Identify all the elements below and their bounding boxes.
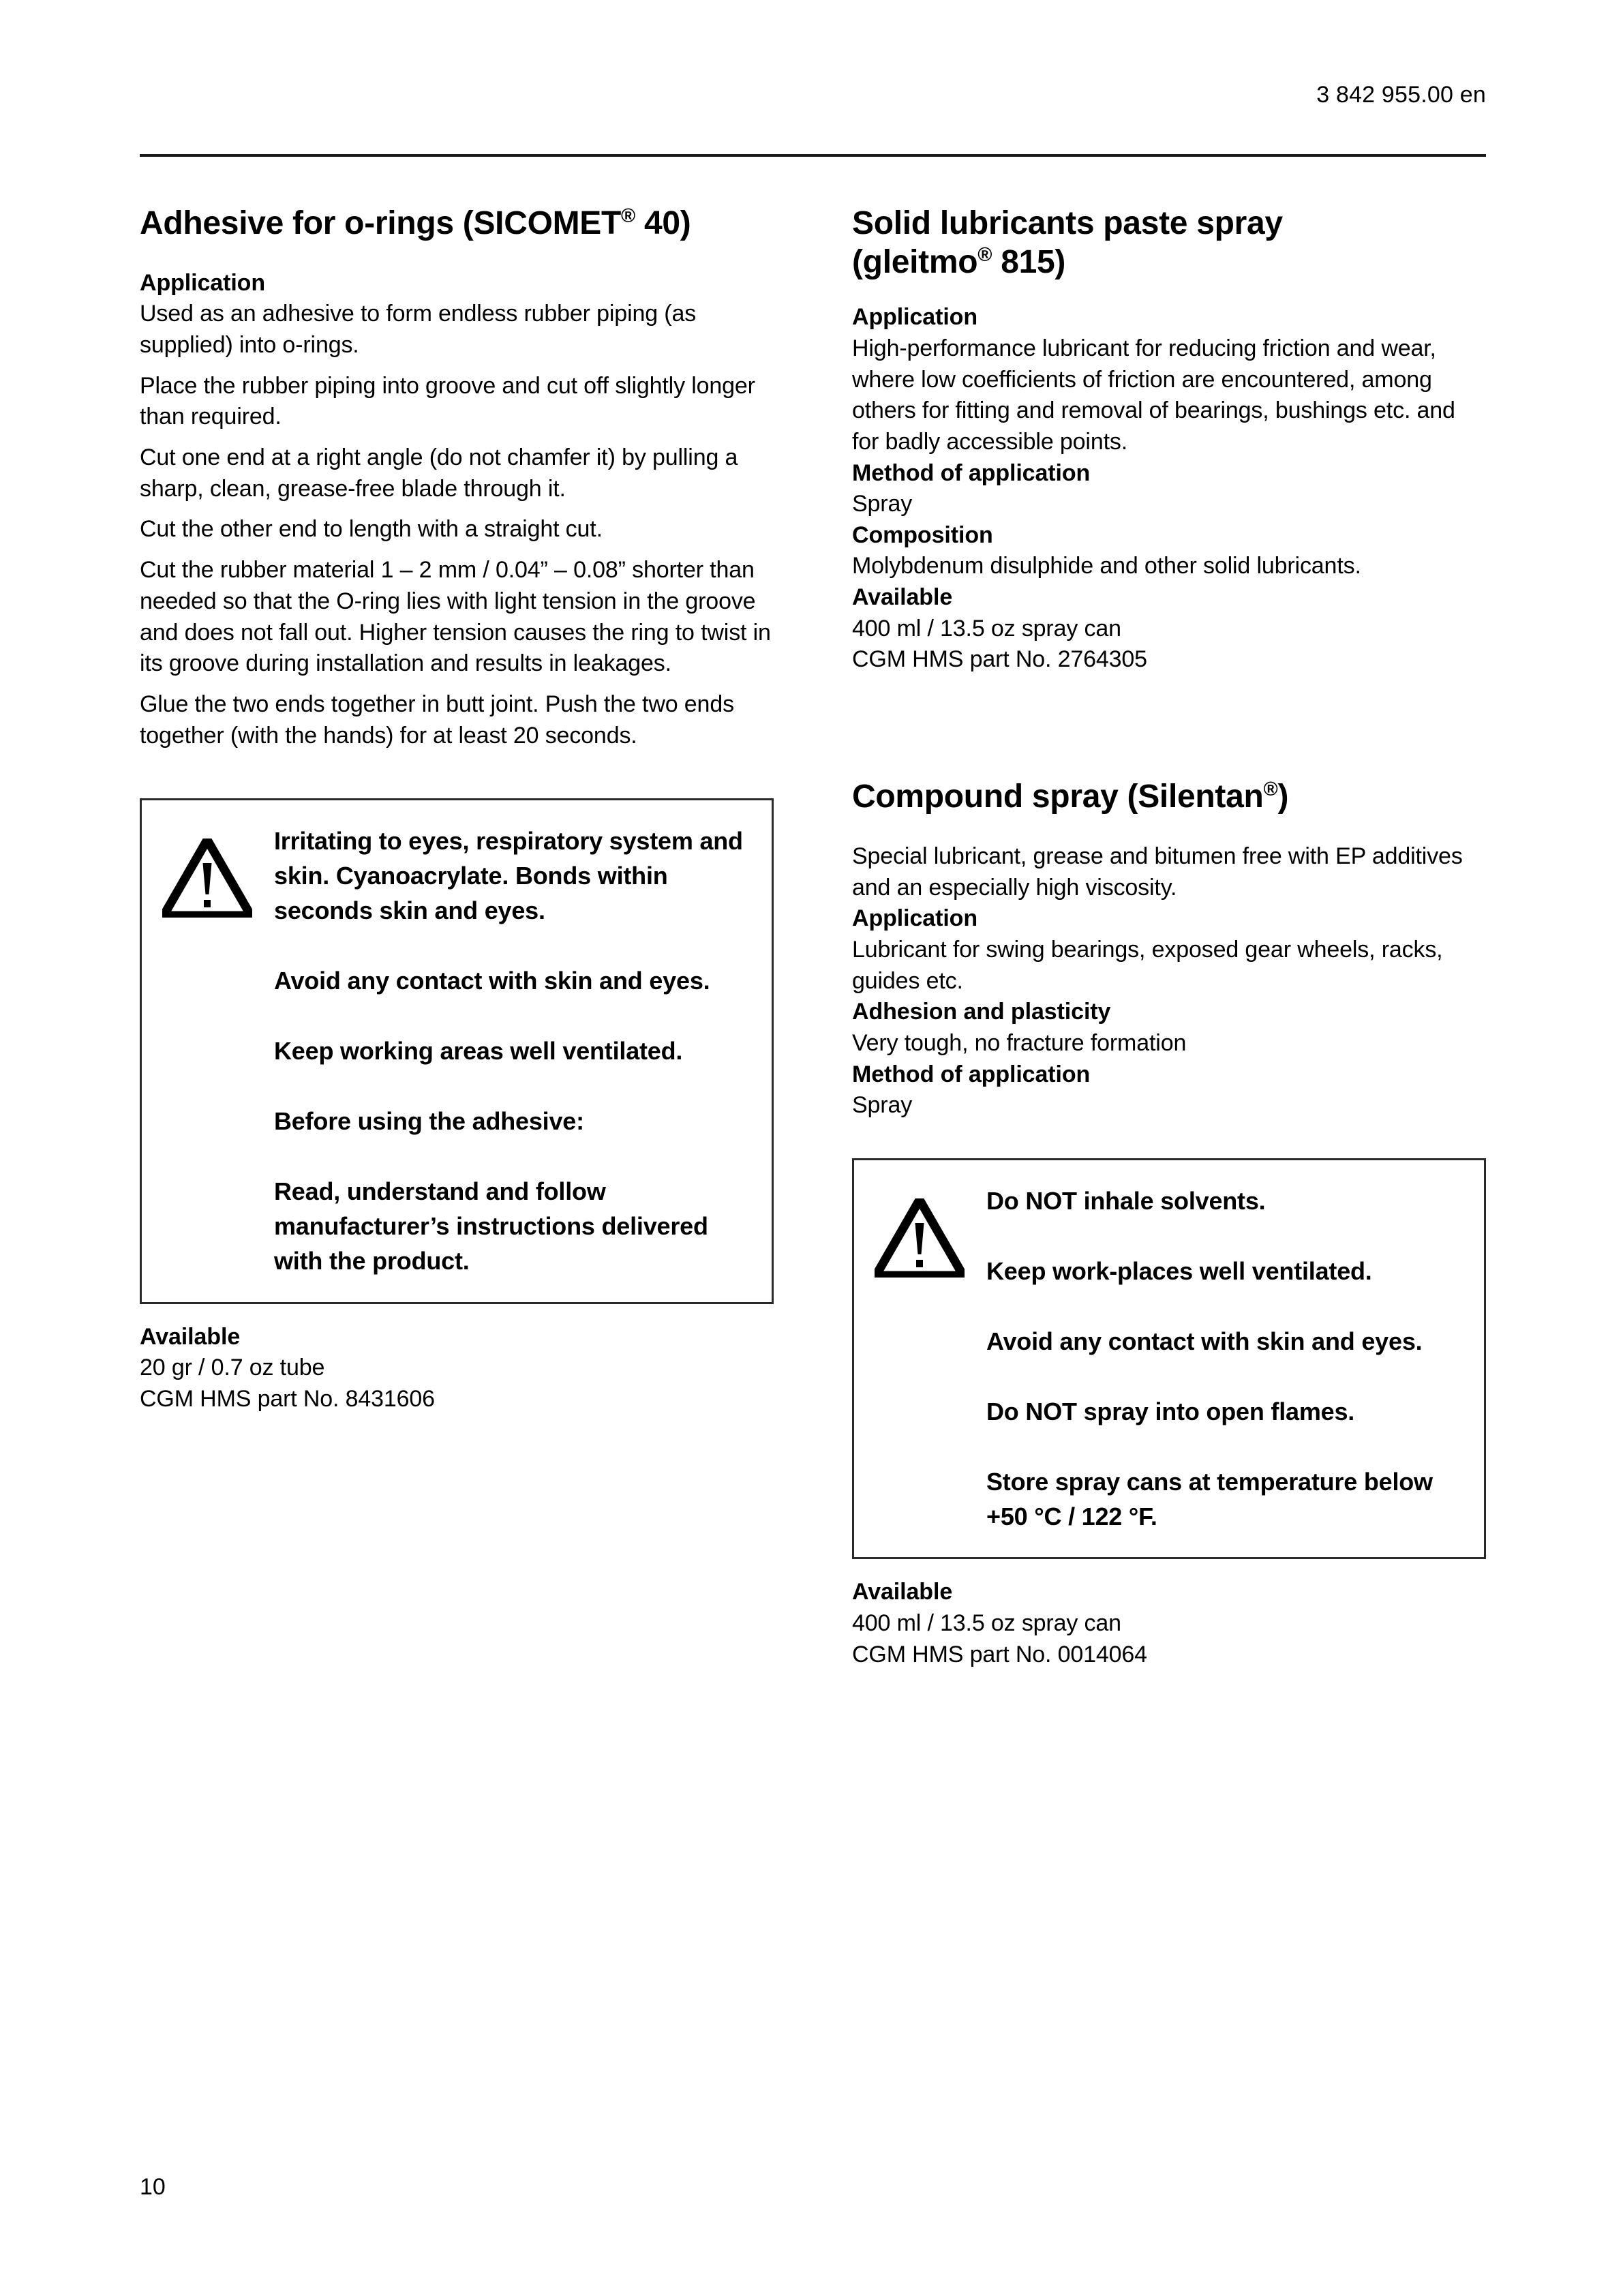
title-line-1: Solid lubricants paste spray xyxy=(852,205,1283,241)
paragraph-application-silentan: Lubricant for swing bearings, exposed gear wheels, racks, guides etc. xyxy=(852,936,1443,994)
warning-text-silentan xyxy=(977,1183,1466,1535)
adhesion-value-silentan: Very tough, no fracture formation xyxy=(852,1029,1187,1056)
method-value-gleitmo: Spray xyxy=(852,491,913,517)
spacer xyxy=(852,1121,1486,1158)
available-partno-adhesive: CGM HMS part No. 8431606 xyxy=(140,1385,435,1412)
page-number: 10 xyxy=(140,2174,166,2200)
warning-line-storage-temperature: Store spray cans at temperature below +50 °C / 122 °F. xyxy=(986,1468,1433,1531)
title-line-2-post: 815) xyxy=(992,243,1066,280)
warning-triangle-icon xyxy=(875,1183,977,1278)
spacer xyxy=(140,1304,774,1322)
page-header xyxy=(140,82,1486,108)
available-partno-silentan: CGM HMS part No. 0014064 xyxy=(852,1641,1147,1667)
warning-line-open-flames: Do NOT spray into open flames. xyxy=(986,1398,1355,1426)
warning-line-ventilation: Keep working areas well ventilated. xyxy=(274,1036,683,1065)
page-title-solid-lubricants xyxy=(852,205,1486,282)
label-method-gleitmo: Method of application xyxy=(852,459,1091,486)
warning-text-adhesive xyxy=(264,824,754,1279)
label-adhesion-silentan: Adhesion and plasticity xyxy=(852,999,1111,1025)
available-size-silentan: 400 ml / 13.5 oz spray can xyxy=(852,1610,1121,1636)
left-column xyxy=(140,205,774,1670)
label-application: Application xyxy=(140,269,266,296)
available-partno-gleitmo: CGM HMS part No. 2764305 xyxy=(852,646,1147,673)
spacer xyxy=(852,676,1486,778)
warning-line-inhale: Do NOT inhale solvents. xyxy=(986,1186,1266,1215)
warning-line-avoid-contact: Avoid any contact with skin and eyes. xyxy=(986,1327,1423,1355)
page-title-adhesive xyxy=(140,205,774,243)
warning-line-read-instructions: Read, understand and follow manufacturer’s instructions delivered with the product. xyxy=(274,1177,708,1275)
warning-box-adhesive xyxy=(140,798,774,1304)
warning-line-ventilation: Keep work-places well ventilated. xyxy=(986,1256,1372,1285)
warning-line-before-using: Before using the adhesive: xyxy=(274,1107,584,1136)
two-column-layout xyxy=(140,205,1486,1670)
available-size-gleitmo: 400 ml / 13.5 oz spray can xyxy=(852,615,1121,641)
paragraph-cut-length: Cut the rubber material 1 – 2 mm / 0.04” – 0.08” shorter than needed so that the O-ring lies with light tension in the groove and does not fall out. Higher tension causes the ring to twist in its groove during installation and results in leakages. xyxy=(140,557,771,677)
title-suffix: ) xyxy=(1277,779,1289,815)
document-code: 3 842 955.00 en xyxy=(1316,82,1486,108)
warning-line-irritating: Irritating to eyes, respiratory system and skin. Cyanoacrylate. Bonds within seconds skin and eyes. xyxy=(274,826,743,924)
registered-mark-icon: ® xyxy=(1263,779,1278,801)
page-title-compound-spray xyxy=(852,778,1486,817)
label-application-gleitmo: Application xyxy=(852,304,978,331)
label-available-silentan: Available xyxy=(852,1579,953,1605)
label-available-adhesive: Available xyxy=(140,1323,241,1350)
title-suffix: 40) xyxy=(635,205,691,241)
registered-mark-icon: ® xyxy=(977,243,992,266)
label-application-silentan: Application xyxy=(852,905,978,932)
warning-triangle-icon xyxy=(162,824,264,918)
header-divider xyxy=(140,154,1486,157)
paragraph-cut-other-end: Cut the other end to length with a straight cut. xyxy=(140,516,603,543)
paragraph-glue-ends: Glue the two ends together in butt joint. Push the two ends together (with the hands) for at least 20 seconds. xyxy=(140,691,734,749)
paragraph-intro-silentan: Special lubricant, grease and bitumen free with EP additives and an especially high viscosity. xyxy=(852,843,1463,901)
registered-mark-icon: ® xyxy=(621,205,635,227)
warning-line-avoid-contact: Avoid any contact with skin and eyes. xyxy=(274,966,710,995)
paragraph-usage: Used as an adhesive to form endless rubber piping (as supplied) into o-rings. xyxy=(140,301,697,358)
spacer xyxy=(852,1559,1486,1577)
available-size-adhesive: 20 gr / 0.7 oz tube xyxy=(140,1355,325,1381)
label-method-silentan: Method of application xyxy=(852,1061,1091,1087)
label-available-gleitmo: Available xyxy=(852,584,953,611)
right-column xyxy=(852,205,1486,1670)
title-text: Adhesive for o-rings (SICOMET xyxy=(140,205,622,241)
method-value-silentan: Spray xyxy=(852,1092,913,1119)
paragraph-cut-first-end: Cut one end at a right angle (do not chamfer it) by pulling a sharp, clean, grease-free blade through it. xyxy=(140,444,738,502)
title-line-2-pre: (gleitmo xyxy=(852,243,978,280)
warning-box-silentan xyxy=(852,1158,1486,1560)
composition-value-gleitmo: Molybdenum disulphide and other solid lubricants. xyxy=(852,553,1361,579)
paragraph-placing: Place the rubber piping into groove and cut off slightly longer than required. xyxy=(140,372,755,430)
paragraph-application-gleitmo: High-performance lubricant for reducing friction and wear, where low coefficients of friction are encountered, among others for fitting and removal of bearings, bushings etc. and for badly accessible points. xyxy=(852,335,1455,455)
title-text: Compound spray (Silentan xyxy=(852,779,1264,815)
spacer xyxy=(140,761,774,798)
label-composition-gleitmo: Composition xyxy=(852,522,993,548)
